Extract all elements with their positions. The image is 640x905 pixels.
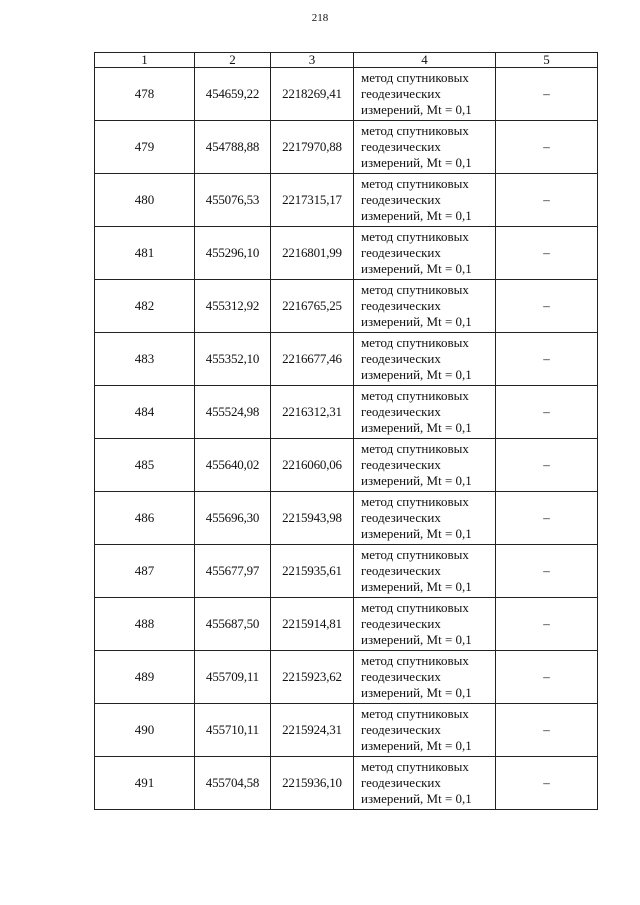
method-line: измерений, Mt = 0,1	[361, 579, 472, 594]
coordinate-y: 2216677,46	[271, 333, 354, 386]
coordinate-y: 2216312,31	[271, 386, 354, 439]
table-row	[95, 121, 598, 174]
table-row	[95, 492, 598, 545]
method-line: измерений, Mt = 0,1	[361, 473, 472, 488]
coordinate-y: 2215943,98	[271, 492, 354, 545]
method-line: геодезических	[361, 139, 441, 154]
method-line: измерений, Mt = 0,1	[361, 314, 472, 329]
point-number: 483	[95, 333, 195, 386]
method-cell	[354, 174, 496, 227]
coordinate-y: 2216765,25	[271, 280, 354, 333]
method-cell	[354, 651, 496, 704]
method-cell	[354, 492, 496, 545]
table-row	[95, 598, 598, 651]
coordinate-x: 455687,50	[195, 598, 271, 651]
point-number: 491	[95, 757, 195, 810]
empty-dash: –	[496, 121, 598, 174]
coordinate-y: 2218269,41	[271, 68, 354, 121]
method-line: геодезических	[361, 775, 441, 790]
method-line: геодезических	[361, 86, 441, 101]
coordinate-x: 455076,53	[195, 174, 271, 227]
point-number: 488	[95, 598, 195, 651]
method-cell	[354, 280, 496, 333]
method-line: метод спутниковых	[361, 176, 469, 191]
method-line: измерений, Mt = 0,1	[361, 420, 472, 435]
coordinate-x: 455677,97	[195, 545, 271, 598]
empty-dash: –	[496, 227, 598, 280]
empty-dash: –	[496, 757, 598, 810]
method-cell	[354, 227, 496, 280]
column-header-2: 2	[195, 53, 271, 68]
method-line: геодезических	[361, 351, 441, 366]
column-header-5: 5	[496, 53, 598, 68]
method-line: метод спутниковых	[361, 123, 469, 138]
method-cell	[354, 333, 496, 386]
page-number: 218	[311, 12, 329, 24]
table-header-row	[95, 53, 598, 68]
coordinate-y: 2216801,99	[271, 227, 354, 280]
coordinate-y: 2217970,88	[271, 121, 354, 174]
method-line: метод спутниковых	[361, 494, 469, 509]
method-line: метод спутниковых	[361, 706, 469, 721]
coordinate-x: 455296,10	[195, 227, 271, 280]
point-number: 485	[95, 439, 195, 492]
coordinate-y: 2215914,81	[271, 598, 354, 651]
method-line: измерений, Mt = 0,1	[361, 155, 472, 170]
empty-dash: –	[496, 545, 598, 598]
method-line: геодезических	[361, 669, 441, 684]
method-cell	[354, 386, 496, 439]
coordinate-y: 2215923,62	[271, 651, 354, 704]
empty-dash: –	[496, 386, 598, 439]
coordinate-y: 2216060,06	[271, 439, 354, 492]
method-line: геодезических	[361, 404, 441, 419]
table-row	[95, 386, 598, 439]
method-line: измерений, Mt = 0,1	[361, 261, 472, 276]
method-cell	[354, 121, 496, 174]
point-number: 478	[95, 68, 195, 121]
point-number: 480	[95, 174, 195, 227]
method-line: метод спутниковых	[361, 388, 469, 403]
method-cell	[354, 545, 496, 598]
coordinate-x: 455709,11	[195, 651, 271, 704]
method-line: метод спутниковых	[361, 759, 469, 774]
method-line: метод спутниковых	[361, 600, 469, 615]
method-line: измерений, Mt = 0,1	[361, 738, 472, 753]
coordinate-x: 454659,22	[195, 68, 271, 121]
method-line: геодезических	[361, 563, 441, 578]
point-number: 489	[95, 651, 195, 704]
coordinate-x: 455312,92	[195, 280, 271, 333]
table-row	[95, 704, 598, 757]
coordinate-x: 454788,88	[195, 121, 271, 174]
point-number: 479	[95, 121, 195, 174]
table-row	[95, 333, 598, 386]
method-cell	[354, 757, 496, 810]
point-number: 487	[95, 545, 195, 598]
table-row	[95, 439, 598, 492]
coordinate-x: 455696,30	[195, 492, 271, 545]
empty-dash: –	[496, 439, 598, 492]
method-line: измерений, Mt = 0,1	[361, 526, 472, 541]
coordinate-x: 455352,10	[195, 333, 271, 386]
method-cell	[354, 598, 496, 651]
method-line: измерений, Mt = 0,1	[361, 685, 472, 700]
method-line: метод спутниковых	[361, 229, 469, 244]
table-row	[95, 757, 598, 810]
method-line: измерений, Mt = 0,1	[361, 102, 472, 117]
method-cell	[354, 68, 496, 121]
method-line: измерений, Mt = 0,1	[361, 208, 472, 223]
method-line: геодезических	[361, 616, 441, 631]
method-line: геодезических	[361, 298, 441, 313]
coordinate-y: 2215924,31	[271, 704, 354, 757]
method-line: метод спутниковых	[361, 547, 469, 562]
empty-dash: –	[496, 68, 598, 121]
table-row	[95, 174, 598, 227]
column-header-1: 1	[95, 53, 195, 68]
coordinate-x: 455710,11	[195, 704, 271, 757]
empty-dash: –	[496, 704, 598, 757]
method-line: измерений, Mt = 0,1	[361, 367, 472, 382]
method-line: геодезических	[361, 192, 441, 207]
method-line: метод спутниковых	[361, 441, 469, 456]
method-line: геодезических	[361, 510, 441, 525]
table-row	[95, 651, 598, 704]
coordinate-y: 2215936,10	[271, 757, 354, 810]
empty-dash: –	[496, 492, 598, 545]
coordinate-x: 455704,58	[195, 757, 271, 810]
table-row	[95, 68, 598, 121]
empty-dash: –	[496, 598, 598, 651]
column-header-3: 3	[271, 53, 354, 68]
method-line: геодезических	[361, 245, 441, 260]
method-line: метод спутниковых	[361, 335, 469, 350]
method-cell	[354, 704, 496, 757]
point-number: 484	[95, 386, 195, 439]
method-line: геодезических	[361, 457, 441, 472]
method-line: измерений, Mt = 0,1	[361, 632, 472, 647]
empty-dash: –	[496, 651, 598, 704]
method-line: геодезических	[361, 722, 441, 737]
table-row	[95, 545, 598, 598]
coordinate-y: 2217315,17	[271, 174, 354, 227]
table-row	[95, 280, 598, 333]
empty-dash: –	[496, 280, 598, 333]
coordinate-y: 2215935,61	[271, 545, 354, 598]
empty-dash: –	[496, 174, 598, 227]
method-line: метод спутниковых	[361, 70, 469, 85]
coordinates-table	[94, 52, 598, 810]
table-row	[95, 227, 598, 280]
method-line: метод спутниковых	[361, 282, 469, 297]
coordinate-x: 455524,98	[195, 386, 271, 439]
point-number: 486	[95, 492, 195, 545]
method-cell	[354, 439, 496, 492]
method-line: метод спутниковых	[361, 653, 469, 668]
method-line: измерений, Mt = 0,1	[361, 791, 472, 806]
point-number: 490	[95, 704, 195, 757]
coordinate-x: 455640,02	[195, 439, 271, 492]
point-number: 481	[95, 227, 195, 280]
point-number: 482	[95, 280, 195, 333]
empty-dash: –	[496, 333, 598, 386]
column-header-4: 4	[354, 53, 496, 68]
